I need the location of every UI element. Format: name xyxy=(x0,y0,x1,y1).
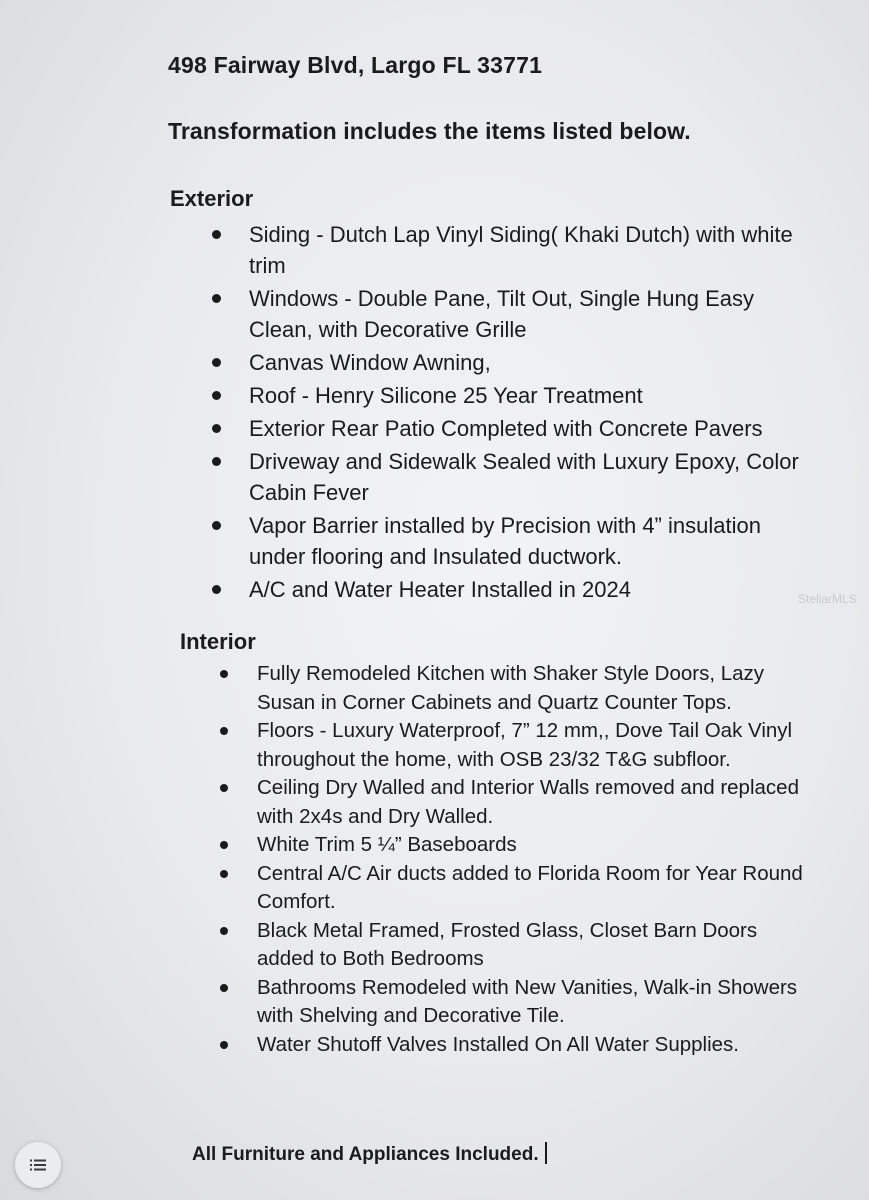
footer-note[interactable] xyxy=(192,1142,547,1166)
document-heading: Transformation includes the items listed below. xyxy=(168,118,691,144)
list-item: Siding - Dutch Lap Vinyl Siding( Khaki Dutch) with white trim xyxy=(212,219,812,281)
outline-menu-button[interactable] xyxy=(15,1142,61,1188)
list-item: Floors - Luxury Waterproof, 7” 12 mm,, Dove Tail Oak Vinyl throughout the home, with OSB 23/32 T&G subfloor. xyxy=(220,717,810,774)
property-address: 498 Fairway Blvd, Largo FL 33771 xyxy=(168,52,543,78)
exterior-list xyxy=(212,219,812,607)
text-cursor xyxy=(545,1142,547,1164)
list-item: A/C and Water Heater Installed in 2024 xyxy=(212,574,812,605)
footer-text: All Furniture and Appliances Included. xyxy=(192,1144,539,1165)
watermark: StellarMLS xyxy=(798,592,857,606)
interior-section-title: Interior xyxy=(180,629,256,654)
list-item: Ceiling Dry Walled and Interior Walls removed and replaced with 2x4s and Dry Walled. xyxy=(220,774,810,831)
list-item: Canvas Window Awning, xyxy=(212,347,812,378)
list-item: Exterior Rear Patio Completed with Concrete Pavers xyxy=(212,413,812,444)
list-item: Black Metal Framed, Frosted Glass, Closet Barn Doors added to Both Bedrooms xyxy=(220,917,810,974)
list-item: Fully Remodeled Kitchen with Shaker Style Doors, Lazy Susan in Corner Cabinets and Quartz Counter Tops. xyxy=(220,660,810,717)
interior-list xyxy=(220,660,810,1059)
list-item: Driveway and Sidewalk Sealed with Luxury Epoxy, Color Cabin Fever xyxy=(212,446,812,508)
list-item: Bathrooms Remodeled with New Vanities, Walk-in Showers with Shelving and Decorative Tile. xyxy=(220,974,810,1031)
exterior-section-title: Exterior xyxy=(170,186,254,211)
list-item: Water Shutoff Valves Installed On All Water Supplies. xyxy=(220,1031,810,1060)
list-outline-icon xyxy=(30,1159,46,1171)
list-item: White Trim 5 ¼” Baseboards xyxy=(220,831,810,860)
list-item: Central A/C Air ducts added to Florida Room for Year Round Comfort. xyxy=(220,860,810,917)
list-item: Roof - Henry Silicone 25 Year Treatment xyxy=(212,380,812,411)
list-item: Vapor Barrier installed by Precision with 4” insulation under flooring and Insulated ductwork. xyxy=(212,510,812,572)
list-item: Windows - Double Pane, Tilt Out, Single Hung Easy Clean, with Decorative Grille xyxy=(212,283,812,345)
